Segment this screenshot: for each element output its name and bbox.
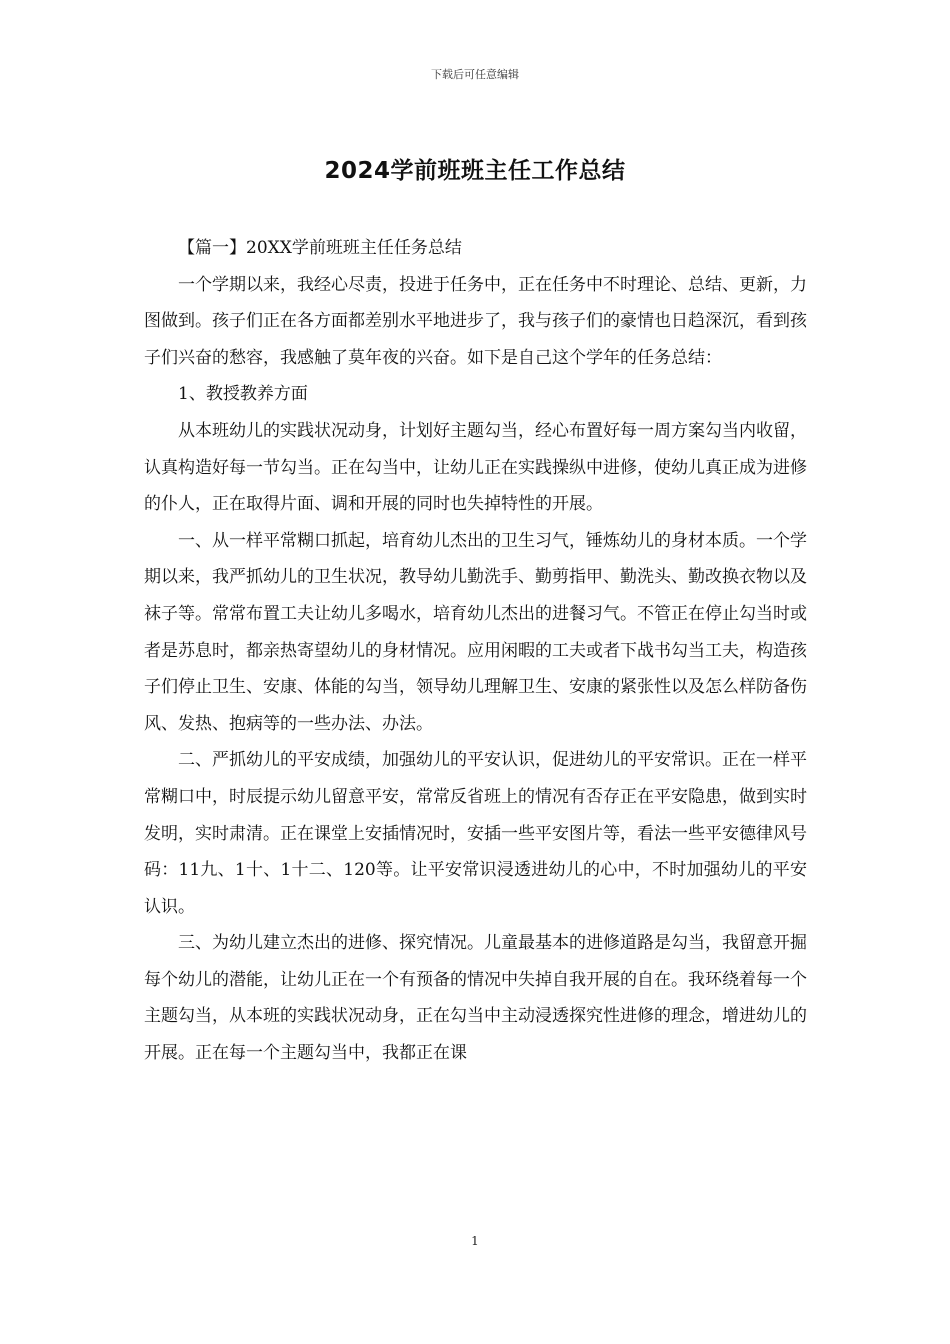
page-number: 1 xyxy=(471,1234,479,1248)
document-title: 2024学前班班主任工作总结 xyxy=(324,158,626,184)
document-body xyxy=(144,230,807,1072)
paragraph: 二、严抓幼儿的平安成绩，加强幼儿的平安认识，促进幼儿的平安常识。正在一样平常糊口中，时辰提示幼儿留意平安，常常反省班上的情况有否存正在平安隐患，做到实时发明，实时肃清。正在课堂上安插情况时，安插一些平安图片等，看法一些平安德律风号码：11九、1十、1十二、120等。让平安常识浸透进幼儿的心中，不时加强幼儿的平安认识。 xyxy=(144,750,807,917)
subsection-heading: 1、教授教养方面 xyxy=(178,384,308,405)
paragraph: 一个学期以来，我经心尽责，投进于任务中，正在任务中不时理论、总结、更新，力图做到。孩子们正在各方面都差别水平地进步了，我与孩子们的豪情也日趋深沉，看到孩子们兴奋的愁容，我感触了莫年夜的兴奋。如下是自己这个学年的任务总结： xyxy=(144,274,807,368)
header-note: 下载后可任意编辑 xyxy=(431,68,519,81)
paragraph: 一、从一样平常糊口抓起，培育幼儿杰出的卫生习气，锤炼幼儿的身材本质。一个学期以来，我严抓幼儿的卫生状况，教导幼儿勤洗手、勤剪指甲、勤洗头、勤改换衣物以及袜子等。常常布置工夫让幼儿多喝水，培育幼儿杰出的进餐习气。不管正在停止勾当时或者是苏息时，都亲热寄望幼儿的身材情况。应用闲暇的工夫或者下战书勾当工夫，构造孩子们停止卫生、安康、体能的勾当，领导幼儿理解卫生、安康的紧张性以及怎么样防备伤风、发热、抱病等的一些办法、办法。 xyxy=(144,530,807,734)
section-heading: 【篇一】20XX学前班班主任任务总结 xyxy=(178,238,462,258)
paragraph: 从本班幼儿的实践状况动身，计划好主题勾当，经心布置好每一周方案勾当内收留，认真构造好每一节勾当。正在勾当中，让幼儿正在实践操纵中进修，使幼儿真正成为进修的仆人，正在取得片面、调和开展的同时也失掉特性的开展。 xyxy=(144,420,807,515)
paragraph: 三、为幼儿建立杰出的进修、探究情况。儿童最基本的进修道路是勾当，我留意开掘每个幼儿的潜能，让幼儿正在一个有预备的情况中失掉自我开展的自在。我环绕着每一个主题勾当，从本班的实践状况动身，正在勾当中主动浸透探究性进修的理念，增进幼儿的开展。正在每一个主题勾当中，我都正在课 xyxy=(144,933,807,1064)
